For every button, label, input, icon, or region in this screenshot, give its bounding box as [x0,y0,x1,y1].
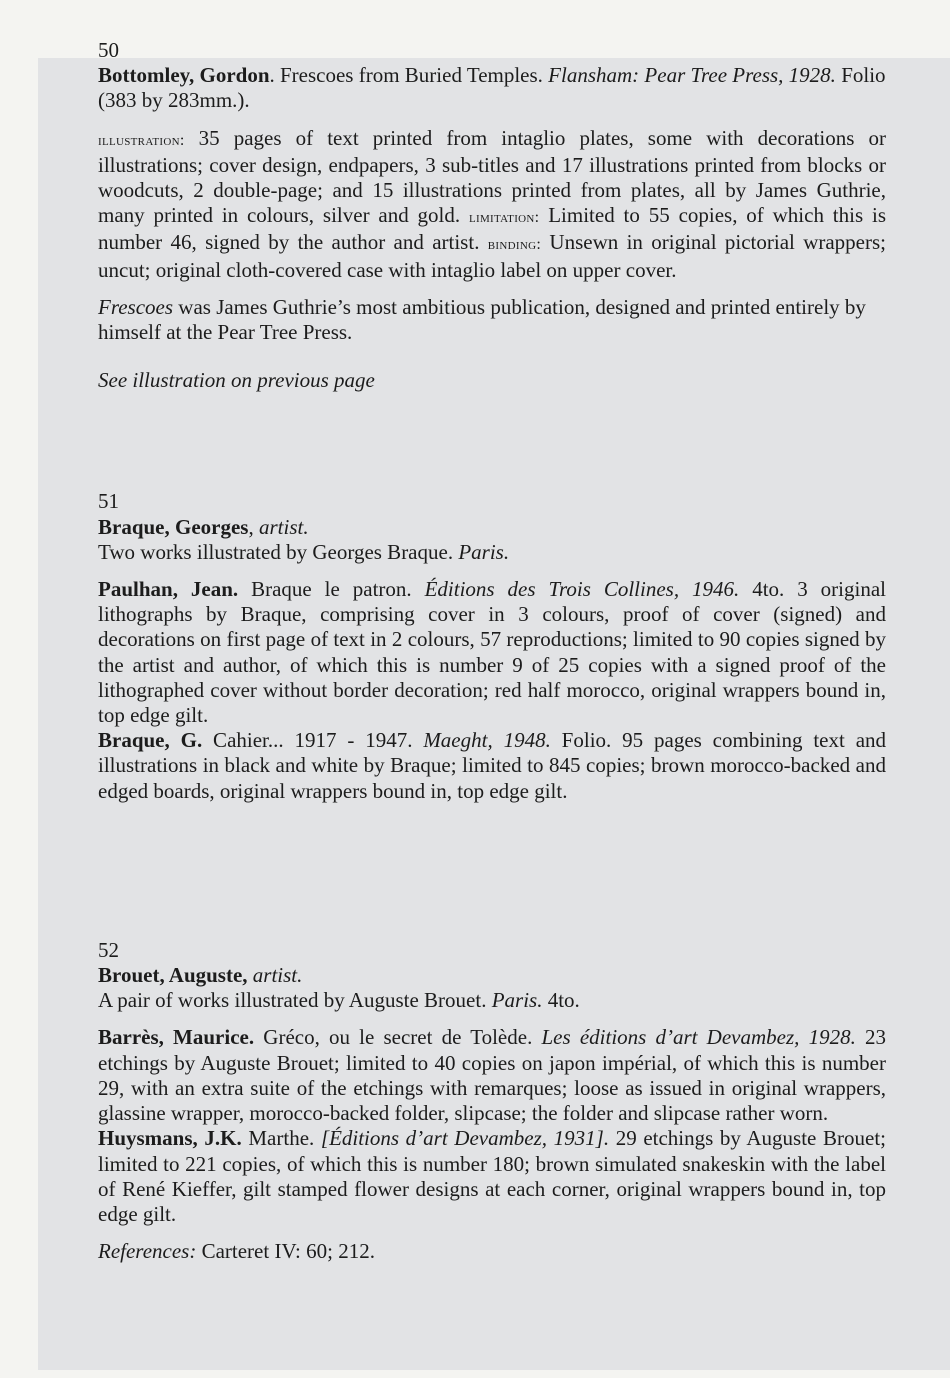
item-author: Braque, G. [98,728,203,753]
artist-heading: Braque, Georges, artist. [98,514,309,539]
item-author: Huysmans, J.K. [98,1126,242,1151]
lot-52 [98,938,886,1264]
lot-intro: A pair of works illustrated by Auguste Brouet. Paris. 4to. [98,988,580,1013]
item-entry [98,1025,886,1126]
format: Folio (383 by 283mm.). [98,63,886,113]
lot-number: 52 [98,937,119,962]
see-illustration: See illustration on previous page [98,368,375,393]
artist-heading [98,963,886,988]
limitation-text: Limited to 55 copies, of which this is number 46, signed by the author and artist. [98,203,886,255]
lot-50 [98,38,886,393]
illustration-text: 35 pages of text printed from intaglio plates, some with decorations or illustrations; cover design, endpapers, 3 sub-titles and 17 illustrations printed from blocks or woodcuts, 2 double-page; and 15 illustrations printed from plates, all by James Guthrie, many printed in colours, silver and gold. [98,125,886,228]
item-author: Paulhan, Jean. [98,577,239,602]
item-imprint: [Éditions d’art Devambez, 1931]. [320,1126,610,1151]
lot-51 [98,489,886,803]
note-text: was James Guthrie’s most ambitious publication, designed and printed entirely by himself at the Pear Tree Press. [98,294,866,345]
item-imprint: Les éditions d’art Devambez, 1928. [541,1025,856,1050]
intro-place: Paris. [491,988,543,1013]
lot-number: 50 [98,38,119,62]
references [98,1239,886,1264]
intro-format: 4to. [542,988,580,1013]
imprint: Flansham: Pear Tree Press, 1928. [548,63,836,88]
artist-name: Braque, Georges [98,514,249,539]
item-title: Marthe. [241,1126,321,1151]
limitation-label: limitation: [468,209,540,227]
lot-note [98,295,886,345]
illustration-label: illustration: [98,131,185,149]
artist-name: Brouet, Auguste, [98,963,248,988]
lot-intro: Two works illustrated by Georges Braque. Paris. [98,539,510,564]
item-title: Cahier... 1917 - 1947. [202,728,424,753]
lot-heading [98,63,886,113]
lot-number: 51 [98,489,119,514]
item-text: 4to. 3 original lithographs by Braque, comprising cover in 3 colours, proof of cover (signed) and decorations on first page of text in 2 colours, 57 reproductions; limited to 90 copies signed by the artist and author, of which this is number 9 of 25 copies with a signed proof of the lithographed cover without border decoration; red half morocco, original wrappers bound in, top edge gilt. [98,577,886,728]
author-name: Bottomley, Gordon [98,63,270,88]
artist-role: artist. [252,963,303,988]
note-italic: Frescoes [98,294,174,319]
book-title: . Frescoes from Buried Temples. [269,63,549,88]
item-imprint: Maeght, 1948. [423,728,551,753]
binding-label: binding: [487,236,542,254]
page-content [98,38,886,1264]
item-title: Gréco, ou le secret de Tolède. [254,1025,542,1050]
item-entry [98,1126,886,1227]
item-author: Barrès, Maurice. [98,1025,255,1050]
intro-place: Paris. [458,539,510,564]
item-title: Braque le patron. [238,577,425,602]
item-text: 23 etchings by Auguste Brouet; limited to 40 copies on japon impérial, of which this is number 29, with an extra suite of the etchings with remarques; loose as issued in original wrappers, glassine wrapper, morocco-backed folder, slipcase; the folder and slipcase rather worn. [98,1025,886,1126]
references-label: References: [98,1239,197,1264]
item-entry [98,577,886,728]
item-entry [98,728,886,804]
item-text: Folio. 95 pages combining text and illustrations in black and white by Braque; limited to 845 copies; brown morocco-backed and edged boards, original wrappers bound in, top edge gilt. [98,728,887,803]
item-text: 29 etchings by Auguste Brouet; limited to 221 copies, of which this is number 180; brown simulated snakeskin with the label of René Kieffer, gilt stamped flower designs at each corner, original wrappers bound in, top edge gilt. [98,1126,886,1226]
binding-text: Unsewn in original pictorial wrappers; uncut; original cloth-covered case with intaglio label on upper cover. [98,230,887,282]
item-imprint: Éditions des Trois Collines, 1946. [424,577,740,602]
references-text: Carteret IV: 60; 212. [196,1239,375,1264]
lot-description [98,126,886,283]
artist-role: artist. [258,514,309,539]
